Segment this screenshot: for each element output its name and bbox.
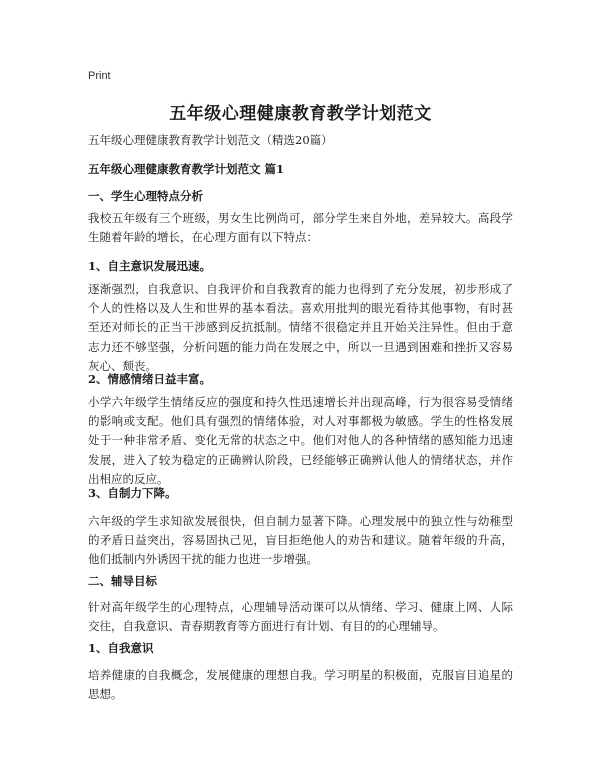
- point2-heading: 2、情感情绪日益丰富。: [88, 372, 212, 386]
- intro-line: 五年级心理健康教育教学计划范文（精选20篇）: [88, 133, 333, 147]
- part2-paragraph: 针对高年级学生的心理特点，心理辅导活动课可以从情绪、学习、健康上网、人际交往，自我意识、青春期教育等方面进行有计划、有目的的心理辅导。: [88, 600, 513, 634]
- part1-heading: 一、学生心理特点分析: [88, 189, 203, 203]
- point3-paragraph: 六年级的学生求知欲发展很快，但自制力显著下降。心理发展中的独立性与幼稚型的矛盾日益突出，容易固执己见，盲目拒绝他人的劝告和建议。随着年级的升高，他们抵制内外诱因干扰的能力也进一步增强。: [88, 514, 513, 567]
- point1-paragraph: 逐渐强烈，自我意识、自我评价和自我教育的能力也得到了充分发展，初步形成了个人的性格以及人生和世界的基本看法。喜欢用批判的眼光看待其他事物，有时甚至还对师长的正当干涉感到反抗抵制。情绪不很稳定并且开始关注异性。但由于意志力还不够坚强，分析问题的能力尚在发展之中，所以一旦遇到困难和挫折又容易灰心、颓丧。: [88, 282, 513, 373]
- goal1-paragraph: 培养健康的自我概念，发展健康的理想自我。学习明星的积极面，克服盲目追星的思想。: [88, 668, 513, 702]
- print-label[interactable]: Print: [88, 70, 111, 82]
- goal1-heading: 1、自我意识: [88, 641, 154, 655]
- section-title: 五年级心理健康教育教学计划范文 篇1: [88, 162, 285, 176]
- point2-paragraph: 小学六年级学生情绪反应的强度和持久性迅速增长并出现高峰，行为很容易受情绪的影响或支配。他们具有强烈的情绪体验，对人对事都极为敏感。学生的性格发展处于一种非常矛盾、变化无常的状态之中。他们对他人的各种情绪的感知能力迅速发展，进入了较为稳定的正确辨认阶段，已经能够正确辨认他人的情绪状态，并作出相应的反应。: [88, 395, 513, 486]
- point3-heading: 3、自制力下降。: [88, 486, 177, 500]
- document-title: 五年级心理健康教育教学计划范文: [169, 104, 432, 124]
- part1-paragraph: 我校五年级有三个班级，男女生比例尚可，部分学生来自外地，差异较大。高段学生随着年龄的增长，在心理方面有以下特点：: [88, 211, 513, 245]
- part2-heading: 二、辅导目标: [88, 574, 157, 588]
- point1-heading: 1、自主意识发展迅速。: [88, 259, 212, 273]
